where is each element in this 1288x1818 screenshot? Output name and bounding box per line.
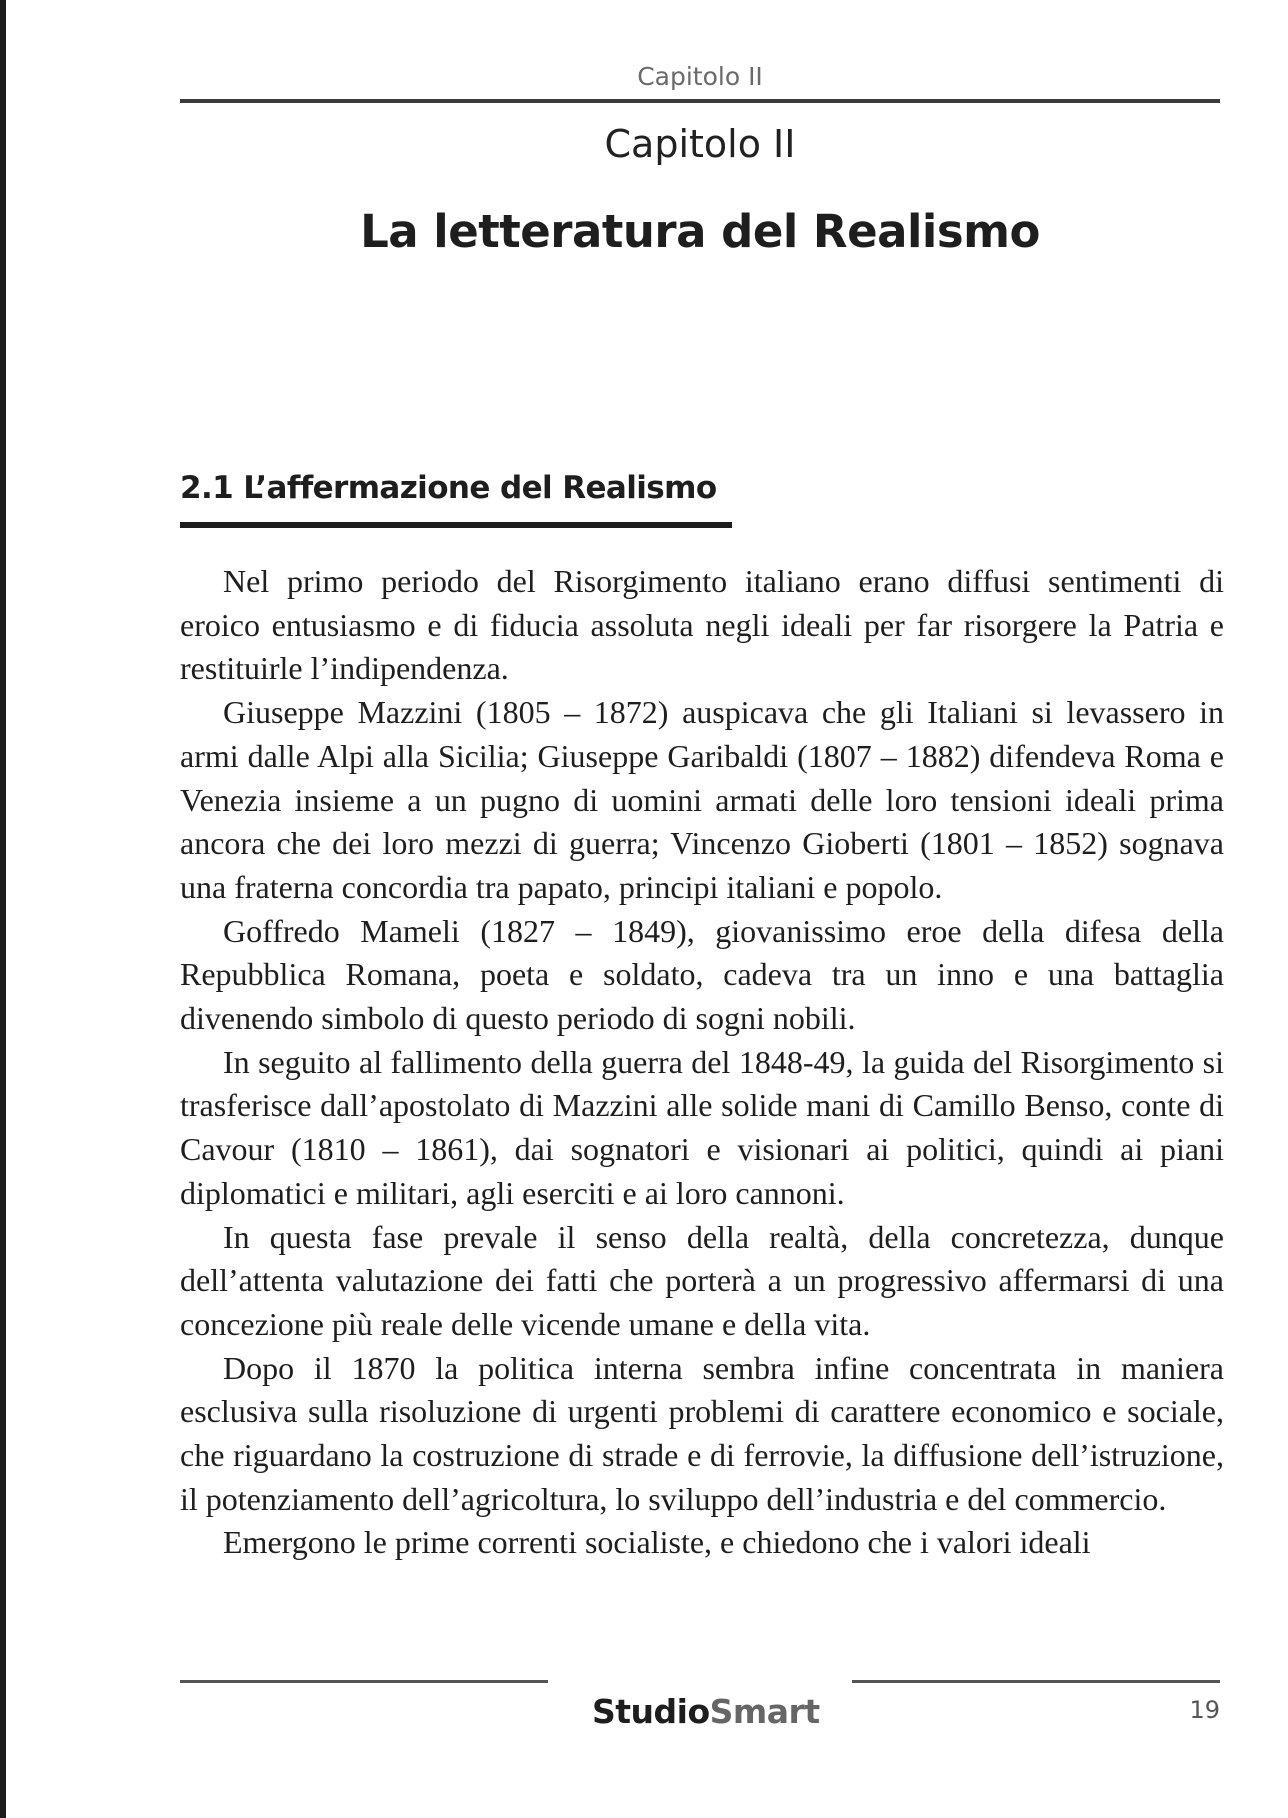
paragraph: Nel primo periodo del Risorgimento italiano erano diffusi sentimenti di eroico entusiasmo e di fiducia assoluta negli ideali per far risorgere la Patria e restituirle l’indipendenza. — [180, 563, 1224, 687]
header-rule — [180, 99, 1220, 103]
running-header: Capitolo II — [637, 62, 763, 91]
body-text — [180, 560, 1224, 1565]
paragraph: In seguito al fallimento della guerra del 1848-49, la guida del Risorgimento si trasferisce dall’apostolato di Mazzini alle solide mani di Camillo Benso, conte di Cavour (1810 – 1861), dai sognatori e visionari ai politici, quindi ai piani diplomatici e militari, agli eserciti e ai loro cannoni. — [180, 1043, 1224, 1211]
paragraph: Goffredo Mameli (1827 – 1849), giovanissimo eroe della difesa della Repubblica Romana, poeta e soldato, cadeva tra un inno e una battaglia divenendo simbolo di questo periodo di sogni nobili. — [180, 912, 1224, 1037]
footer-rule-left — [180, 1680, 548, 1683]
page-left-edge — [0, 0, 6, 1818]
studiosmart-logo — [592, 1692, 820, 1731]
page-number: 19 — [1189, 1696, 1220, 1724]
paragraph: Dopo il 1870 la politica interna sembra infine concentrata in maniera esclusiva sulla risoluzione di urgenti problemi di carattere economico e sociale, che riguardano la costruzione di strade e di ferrovie, la diffusione dell’istruzione, il potenziamento dell’agricoltura, lo sviluppo dell’industria e del commercio. — [180, 1349, 1224, 1517]
logo-studio-text: Studio — [592, 1692, 710, 1731]
chapter-title: La letteratura del Realismo — [360, 205, 1040, 258]
section-underline — [180, 522, 732, 528]
paragraph: In questa fase prevale il senso della realtà, della concretezza, dunque dell’attenta valutazione dei fatti che porterà a un progressivo affermarsi di una concezione più reale delle vicende umane e della vita. — [180, 1218, 1224, 1342]
paragraph: Giuseppe Mazzini (1805 – 1872) auspicava che gli Italiani si levassero in armi dalle Alpi alla Sicilia; Giuseppe Garibaldi (1807 – 1882) difendeva Roma e Venezia insieme a un pugno di uomini armati delle loro tensioni ideali prima ancora che dei loro mezzi di guerra; Vincenzo Gioberti (1801 – 1852) sognava una fraterna concordia tra papato, principi italiani e popolo. — [180, 694, 1224, 905]
chapter-label: Capitolo II — [604, 122, 796, 166]
logo-smart-text: Smart — [709, 1692, 820, 1731]
paragraph: Emergono le prime correnti socialiste, e chiedono che i valori ideali — [223, 1524, 1091, 1561]
footer-rule-right — [852, 1680, 1220, 1683]
section-heading: 2.1 L’affermazione del Realismo — [180, 470, 717, 506]
